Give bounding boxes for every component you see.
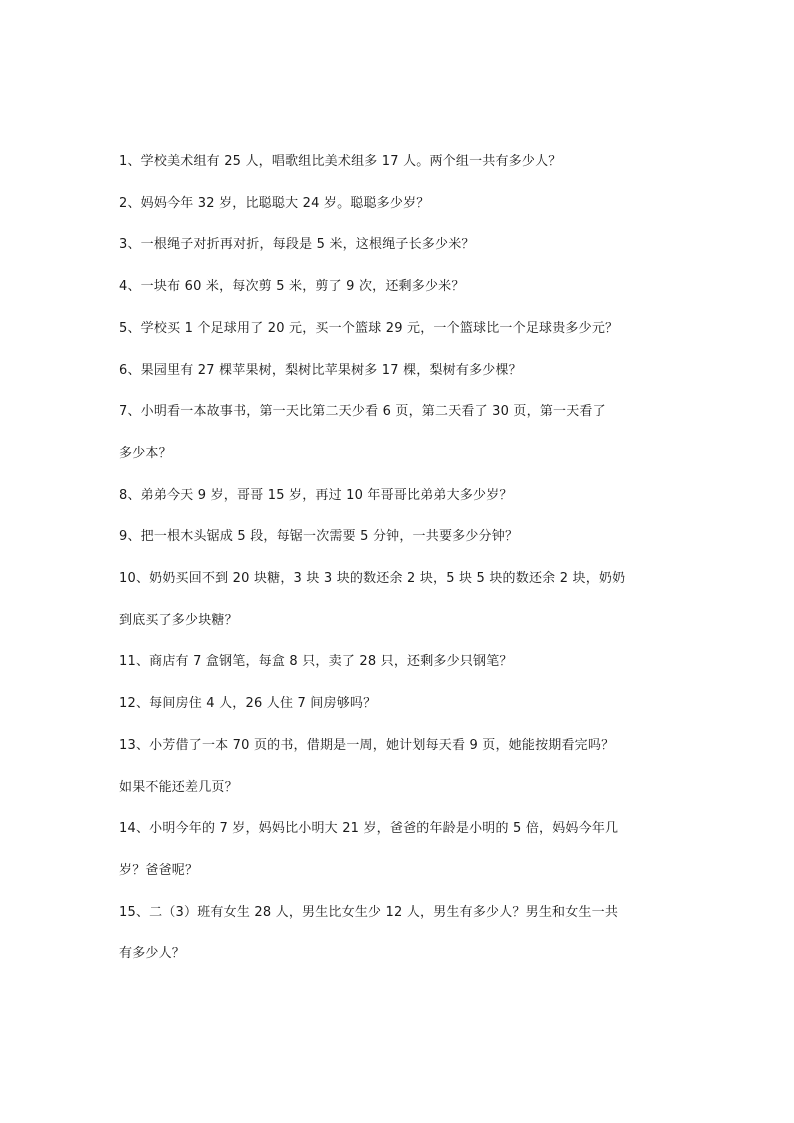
problem-10-line-2: 到底买了多少块糖？ bbox=[119, 612, 238, 628]
problem-14-line-2: 岁？爸爸呢？ bbox=[119, 862, 199, 878]
problem-15-line-1: 15、二（3）班有女生 28 人，男生比女生少 12 人，男生有多少人？男生和女生一共 bbox=[119, 904, 619, 920]
problem-3-line: 3、一根绳子对折再对折，每段是 5 米，这根绳子长多少米？ bbox=[119, 237, 475, 253]
problem-1-line: 1、学校美术组有 25 人，唱歌组比美术组多 17 人。两个组一共有多少人？ bbox=[119, 154, 562, 169]
problem-7-line-2: 多少本？ bbox=[119, 445, 172, 461]
problem-12-line: 12、每间房住 4 人，26 人住 7 间房够吗？ bbox=[119, 696, 377, 712]
problem-11-line: 11、商店有 7 盒钢笔，每盒 8 只，卖了 28 只，还剩多少只钢笔？ bbox=[119, 654, 513, 670]
problem-15-line-2: 有多少人？ bbox=[119, 946, 186, 962]
problem-7-line-1: 7、小明看一本故事书，第一天比第二天少看 6 页，第二天看了 30 页，第一天看了 bbox=[119, 404, 606, 420]
problem-4-line: 4、一块布 60 米，每次剪 5 米，剪了 9 次，还剩多少米？ bbox=[119, 279, 465, 295]
problem-13-line-2: 如果不能还差几页？ bbox=[119, 779, 238, 795]
problem-5-line: 5、学校买 1 个足球用了 20 元，买一个篮球 29 元，一个篮球比一个足球贵多少元？ bbox=[119, 320, 619, 336]
problem-6-line: 6、果园里有 27 棵苹果树，梨树比苹果树多 17 棵，梨树有多少棵？ bbox=[119, 362, 522, 378]
problem-9-line: 9、把一根木头锯成 5 段，每锯一次需要 5 分钟，一共要多少分钟？ bbox=[119, 529, 519, 545]
problem-list bbox=[119, 141, 684, 975]
problem-13-line-1: 13、小芳借了一本 70 页的书，借期是一周，她计划每天看 9 页，她能按期看完吗？ bbox=[119, 737, 615, 753]
problem-10-line-1: 10、奶奶买回不到 20 块糖，3 块 3 块的数还余 2 块，5 块 5 块的数还余 2 块，奶奶 bbox=[119, 571, 626, 587]
problem-14-line-1: 14、小明今年的 7 岁，妈妈比小明大 21 岁，爸爸的年龄是小明的 5 倍，妈妈今年几 bbox=[119, 821, 619, 837]
problem-8-line: 8、弟弟今天 9 岁，哥哥 15 岁，再过 10 年哥哥比弟弟大多少岁？ bbox=[119, 487, 513, 503]
problem-2-line: 2、妈妈今年 32 岁，比聪聪大 24 岁。聪聪多少岁？ bbox=[119, 195, 430, 211]
